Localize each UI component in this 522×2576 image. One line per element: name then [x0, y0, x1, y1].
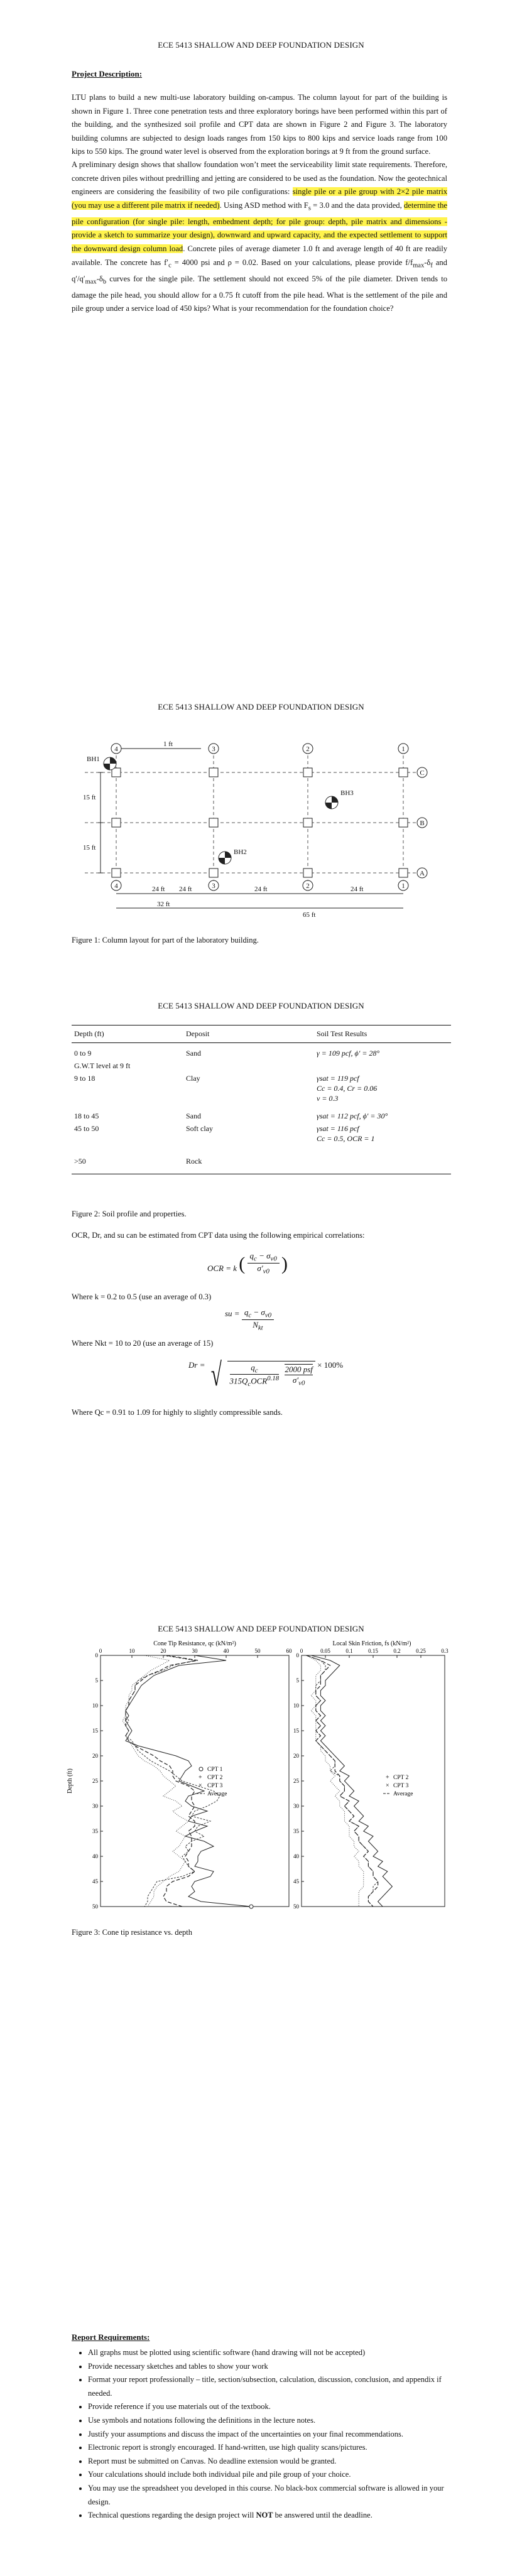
eq-ocr: OCR = k ( $\frac{q_c - \sigma_{v0}}{\sigma'_{v0}}$ )	[207, 1251, 288, 1275]
svg-text:×: ×	[198, 1782, 202, 1789]
figure3-caption: Figure 3: Cone tip resistance vs. depth	[72, 1928, 192, 1937]
x-tick-label: 40	[223, 1648, 229, 1654]
right-plot-frame	[302, 1655, 445, 1907]
right-chart-title: Local Skin Friction, fs (kN/m²)	[332, 1640, 411, 1647]
list-item: • Provide reference if you use materials out of the textbook.	[88, 2400, 464, 2414]
y-tick-label: 5	[296, 1677, 299, 1684]
cell-results: Cc = 0.4, Cr = 0.06	[317, 1084, 378, 1093]
legend-cpt3: CPT 3	[207, 1783, 223, 1789]
list-item: • Report must be submitted on Canvas. No deadline extension would be granted.	[88, 2455, 464, 2469]
cell-results: γsat = 112 pcf, ϕ′ = 30°	[317, 1112, 388, 1120]
where-k: Where k = 0.2 to 0.5 (use an average of 0.3)	[72, 1292, 212, 1301]
dim-bot-4: 24 ft	[351, 885, 364, 893]
y-tick-label: 35	[293, 1828, 299, 1834]
soil-profile-table	[72, 1025, 451, 1174]
series-line-cpt-1	[311, 1655, 392, 1907]
where-nkt: Where Nkt = 10 to 20 (use an average of 15)	[72, 1339, 214, 1348]
y-tick-label: 30	[92, 1803, 98, 1809]
svg-text:+: +	[386, 1774, 389, 1781]
row-label-a: A	[420, 870, 425, 877]
series-line-cpt-2	[126, 1655, 220, 1907]
cell-depth: 45 to 50	[74, 1124, 99, 1133]
left-legend	[196, 1767, 227, 1797]
highlight-determine: determine the pile configuration (for single pile: length, embedment depth; for pile group: depth, pile matrix and dimensions - provide a sketch to summarize your design), downward and upward capacity, and the expected settlement to support the downward design column load	[72, 200, 447, 254]
y-tick-label: 25	[92, 1778, 98, 1784]
list-item: • Electronic report is strongly encouraged. If hand-written, use high quality scans/pictures.	[88, 2441, 464, 2455]
cpt-figure	[63, 1637, 452, 1913]
cell-results: Cc = 0.5, OCR = 1	[317, 1134, 375, 1143]
boring-label-bh3: BH3	[340, 789, 354, 797]
requirements-list	[72, 2346, 464, 2523]
svg-text:+: +	[198, 1774, 202, 1781]
y-tick-label: 35	[92, 1828, 98, 1834]
col-label-bot-2: 2	[306, 882, 310, 890]
series-line-cpt-2	[307, 1655, 378, 1907]
dim-left-lower: 15 ft	[83, 844, 96, 852]
dim-bot-2: 24 ft	[179, 885, 192, 893]
cpt1-end-marker	[249, 1905, 253, 1908]
project-paragraph-1: LTU plans to build a new multi-use laboratory building on-campus. The column layout for part of the building is shown in Figure 1. Three cone penetration tests and three exploratory borings have been performed within this part of the building, and the synthesized soil profile and CPT data are shown in Figure 2 and Figure 3. The laboratory building columns are subjected to design loads ranges from 150 kips to 800 kips and service loads range from 100 kips to 550 kips. The ground water level is observed from the exploration borings at 9 ft from the ground surface.	[72, 93, 447, 156]
x-tick-label: 60	[286, 1648, 292, 1654]
col-header-depth: Depth (ft)	[72, 1026, 183, 1043]
page-title: ECE 5413 SHALLOW AND DEEP FOUNDATION DESIGN	[158, 40, 364, 50]
col-label-top-4: 4	[114, 745, 118, 753]
y-tick-label: 5	[95, 1677, 98, 1684]
x-tick-label: 0.15	[368, 1648, 378, 1654]
x-tick-label: 50	[254, 1648, 261, 1654]
series-line-cpt-3	[307, 1655, 364, 1907]
legend-cpt3-right: CPT 3	[393, 1783, 409, 1789]
cell-deposit: Clay	[186, 1074, 200, 1083]
boring-label-bh1: BH1	[87, 755, 100, 763]
series-line-average	[307, 1655, 378, 1907]
col-header-deposit: Deposit	[183, 1026, 314, 1043]
y-tick-label: 25	[293, 1778, 299, 1784]
y-tick-label: 45	[92, 1878, 98, 1885]
series-line-cpt-3	[122, 1655, 188, 1907]
list-item: • All graphs must be plotted using scientific software (hand drawing will not be accepted)	[88, 2346, 464, 2360]
boring-icon	[104, 757, 338, 864]
y-tick-label: 0	[95, 1652, 98, 1659]
dim-left-upper: 15 ft	[83, 794, 96, 801]
row-label-b: B	[420, 820, 425, 827]
col-label-top-1: 1	[401, 745, 405, 753]
col-label-bot-4: 4	[114, 882, 118, 890]
cell-deposit: Soft clay	[186, 1124, 213, 1133]
page-title-3: ECE 5413 SHALLOW AND DEEP FOUNDATION DESIGN	[158, 1001, 364, 1010]
y-tick-label: 15	[293, 1728, 299, 1734]
highlight-pile-config: single pile or a pile group with 2×2 pile matrix (you may use a different pile matrix if needed)	[72, 187, 448, 210]
row-label-c: C	[420, 769, 425, 777]
list-item: • Justify your assumptions and discuss the impact of the uncertainties on your final recommendations.	[88, 2428, 464, 2442]
cell-results: γ = 109 pcf, ϕ′ = 28°	[317, 1049, 380, 1058]
y-tick-label: 30	[293, 1803, 299, 1809]
legend-cpt2: CPT 2	[207, 1775, 223, 1781]
page-title-2: ECE 5413 SHALLOW AND DEEP FOUNDATION DESIGN	[158, 702, 364, 712]
page-title-4: ECE 5413 SHALLOW AND DEEP FOUNDATION DESIGN	[158, 1624, 364, 1633]
cell-depth: G.W.T level at 9 ft	[74, 1061, 131, 1070]
y-tick-label: 45	[293, 1878, 299, 1885]
x-tick-label: 0	[99, 1648, 102, 1654]
cell-results: ν = 0.3	[317, 1094, 339, 1103]
dim-total-65: 65 ft	[303, 911, 316, 919]
col-label-bot-1: 1	[401, 882, 405, 890]
where-qc: Where Qc = 0.91 to 1.09 for highly to slightly compressible sands.	[72, 1408, 283, 1417]
x-tick-label: 20	[160, 1648, 166, 1654]
y-tick-label: 40	[92, 1853, 98, 1859]
col-header-results: Soil Test Results	[314, 1026, 451, 1043]
dim-top: 1 ft	[163, 740, 173, 748]
series-line-cpt-1	[126, 1655, 251, 1907]
figure2-caption: Figure 2: Soil profile and properties.	[72, 1210, 187, 1218]
list-item: • Format your report professionally – title, section/subsection, calculation, discussion, conclusion, and appendix if needed.	[88, 2373, 464, 2400]
y-tick-label: 10	[293, 1702, 299, 1709]
x-tick-label: 10	[129, 1648, 135, 1654]
requirements-heading: Report Requirements:	[72, 2332, 150, 2342]
dim-bot-3: 24 ft	[254, 885, 268, 893]
list-item: • Technical questions regarding the design project will NOT be answered until the deadline.	[88, 2509, 464, 2523]
cell-depth: 0 to 9	[74, 1049, 92, 1058]
cell-results: γsat = 116 pcf	[317, 1124, 359, 1133]
y-tick-label: 10	[92, 1702, 98, 1709]
list-item: • Your calculations should include both individual pile and pile group of your choice.	[88, 2468, 464, 2482]
list-item: • Use symbols and notations following the definitions in the lecture notes.	[88, 2414, 464, 2428]
list-item: • You may use the spreadsheet you developed in this course. No black-box commercial software is allowed in your design.	[88, 2482, 464, 2509]
cell-depth: 9 to 18	[74, 1074, 95, 1083]
y-axis-label: Depth (ft)	[67, 1768, 73, 1794]
x-tick-label: 0.1	[345, 1648, 353, 1654]
cell-depth: 18 to 45	[74, 1112, 99, 1120]
legend-cpt2-right: CPT 2	[393, 1775, 409, 1781]
y-tick-label: 40	[293, 1853, 299, 1859]
cell-deposit: Sand	[186, 1112, 201, 1120]
eq-su: su = $q_c - \sigma_{v0}$ $N_{kt}$	[225, 1307, 274, 1331]
figure1-caption: Figure 1: Column layout for part of the laboratory building.	[72, 936, 259, 944]
y-tick-label: 0	[296, 1652, 299, 1659]
legend-average: Average	[207, 1791, 227, 1797]
left-plot-frame	[101, 1655, 289, 1907]
col-label-top-3: 3	[212, 745, 215, 753]
correlation-intro: OCR, Dr, and su can be estimated from CPT data using the following empirical correlations:	[72, 1231, 365, 1240]
project-heading: Project Description:	[72, 69, 143, 78]
x-tick-label: 30	[192, 1648, 198, 1654]
y-tick-label: 50	[293, 1903, 299, 1910]
cell-deposit: Rock	[183, 1145, 314, 1174]
x-tick-label: 0.05	[320, 1648, 330, 1654]
right-legend	[383, 1774, 413, 1797]
y-tick-label: 50	[92, 1903, 98, 1910]
dim-total-32: 32 ft	[157, 901, 170, 908]
left-chart-title: Cone Tip Resistance, qc (kN/m²)	[153, 1640, 236, 1647]
x-tick-label: 0.3	[441, 1648, 449, 1654]
x-tick-label: 0.25	[416, 1648, 426, 1654]
eq-dr: Dr = √ $q_c$ $315Q_cOCR^{0.18}$ 2000 psf $\sigma'_{v0}$ × 100%	[188, 1357, 344, 1393]
legend-cpt1: CPT 1	[207, 1767, 223, 1773]
boring-label-bh2: BH2	[234, 848, 247, 856]
cell-depth: >50	[72, 1145, 183, 1174]
col-label-top-2: 2	[306, 745, 310, 753]
y-tick-label: 20	[293, 1753, 299, 1759]
x-tick-label: 0	[300, 1648, 303, 1654]
dim-bot-1: 24 ft	[152, 885, 165, 893]
cell-results: γsat = 119 pcf	[317, 1074, 359, 1083]
legend-average-right: Average	[393, 1791, 413, 1797]
column-layout-figure	[57, 721, 446, 922]
x-tick-label: 0.2	[393, 1648, 401, 1654]
project-paragraph-2: A preliminary design shows that shallow foundation won’t meet the serviceability limit state requirements. Therefore, concrete driven piles without predrilling and jetting are considered to be used as the foundation. Now the geotechnical engineers are considering the feasibility of two pile configurations: single pile or a pile group with 2×2 pile matrix (you may use a different pile matrix if needed). Using ASD method with $F_s = 3.0$ and the data provided, determine the pile configuration (for single pile: length, embedment depth; for pile group: depth, pile matrix and dimensions - provide a sketch to summarize your design), downward and upward capacity, and the expected settlement to support the downward design column load. Concrete piles of average diameter 1.0 ft and average length of 40 ft are readily available. The concrete has $f'_c = 4000$ psi and ρ = 0.02. Based on your calculations, please provide $f/f_{max}-\delta_f$ and $q'/q'_{max}-\delta_b$ curves for the single pile. The settlement should not exceed 5% of the pile diameter. Driven tends to damage the pile head, you should allow for a 0.75 ft cutoff from the pile head. What is the settlement of the pile and pile group under a service load of 450 kips? What is your recommendation for the foundation choice?	[72, 160, 448, 313]
y-tick-label: 20	[92, 1753, 98, 1759]
list-item: • Provide necessary sketches and tables to show your work	[88, 2360, 464, 2374]
col-label-bot-3: 3	[212, 882, 215, 890]
cell-deposit: Sand	[186, 1049, 201, 1058]
y-tick-label: 15	[92, 1728, 98, 1734]
svg-text:×: ×	[386, 1782, 389, 1789]
